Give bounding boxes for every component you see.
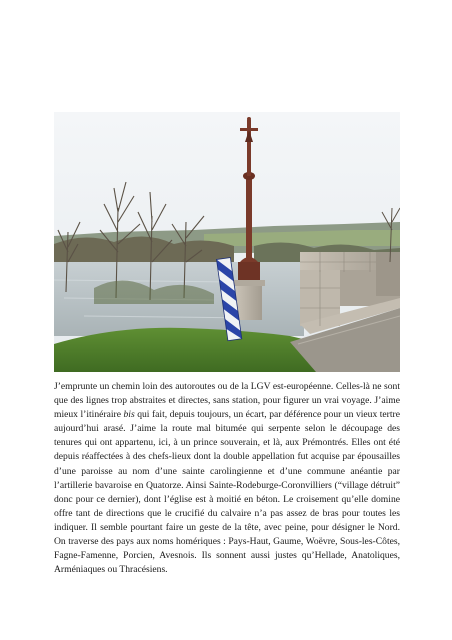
text-part-1: J’emprunte un chemin loin des autoroutes ou de la LGV est-européenne. Celles-là ne sont que des lignes trop abstraites et directes, sans station, pour figurer un vrai voyage. J’aime mieux l’itinéraire [54,381,400,421]
text-part-2: qui fait, depuis toujours, un écart, par déférence pour un vieux tertre aujourd’hui arasé. J’aime la route mal bitumée qui serpente selon le découpage des tenures qui ont appartenu, ici, à un prince souverain, et là, aux Prémontrés. Elles ont été depuis réaffectées à des chefs-lieux dont la double appellation fut acquise par épousailles d’une paroisse au nom d’une sainte carolingienne et d’une commune anéantie par l’artillerie bavaroise en Quatorze. Ainsi Sainte-Rodeburge-Coronvilliers (“village détruit” donc pour ce dernier), dont l’église est à moitié en béton. Le croisement qu’elle domine offre tant de directions que le crucifié du calvaire n’a pas assez de bras pour toutes les indiquer. Il semble pourtant faire un geste de la tête, avec peine, pour désigner le Nord. On traverse des pays aux noms homériques : Pays-Haut, Gaume, Woëvre, Sous-les-Côtes, Fagne-Famenne, Porcien, Avesnois. Ils sonnent aussi justes qu’Hellade, Anatoliques, Arméniaques ou Thracésiens. [54,409,400,576]
body-paragraph [54,380,400,577]
italic-bis: bis [123,409,135,421]
calvary-photo [54,112,400,372]
